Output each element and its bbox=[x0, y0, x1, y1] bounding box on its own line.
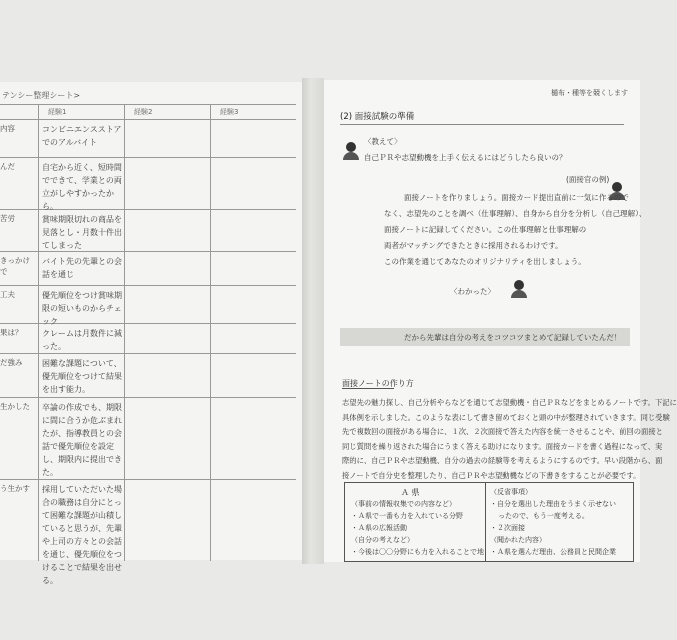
table-row: 工夫 優先順位をつけ賞味期限の短いものからチェック bbox=[0, 285, 296, 324]
competency-table bbox=[0, 104, 296, 585]
header-exp1: 経験1 bbox=[48, 108, 67, 116]
notes-title: 面接ノートの作り方 bbox=[342, 379, 414, 388]
student-avatar-icon bbox=[510, 280, 528, 298]
example-box-a: Ａ 県 （事前の情報収集での内容など） ・Ａ県で一番も力を入れている分野 ・Ａ県の広報活動 （自分の考えなど） ・今後は〇〇分野にも力を入れることで地 bbox=[345, 483, 486, 561]
header-exp3: 経験3 bbox=[220, 108, 239, 116]
notes-paragraph: 志望先の魅力探し、自己分析やらなどを通じて志望動機・自己ＰＲなどをまとめるノートです。下記に 具体例を示しました。このような表にして書き留めておくと頭の中が整理されていきます。同じ受験 先で複数回の面接がある場合に、１次、２次面接で答えた内容を統一させることや、前回の面接と 同じ質問を繰り返された場合にうまく答える助けになります。面接カードを書く過程になって、実 際的に、自己ＰＲや志望動機、自分の過去の経験等を考えるようにするのです。早い段階から、面 接ノートで自分史を整理したり、自己ＰＲや志望動機などの下書きをすることが必要です。 bbox=[342, 398, 677, 480]
notes-rule bbox=[342, 388, 394, 389]
teach-cue: 〈教えて〉 bbox=[364, 137, 402, 146]
note-example-boxes bbox=[344, 482, 634, 562]
conclusion-text: だから先輩は自分の考えをコツコツまとめて記録していたんだ！ bbox=[404, 333, 622, 342]
answer-line: なく、志望先のことを調べ（仕事理解）、自身から自分を分析し（自己理解）、 bbox=[384, 209, 647, 218]
conclusion-box bbox=[340, 328, 630, 346]
section-title: (2) 面接試験の準備 bbox=[340, 112, 415, 122]
header-exp2: 経験2 bbox=[134, 108, 153, 116]
understood-cue: 〈わかった〉 bbox=[450, 287, 495, 296]
answer-line: 面接ノートを作りましょう。面接カード提出直前に一気に作るので bbox=[404, 193, 629, 202]
book-gutter bbox=[302, 78, 324, 564]
table-row: 果は？ クレームは月数件に減った。 bbox=[0, 323, 296, 354]
dialog-area bbox=[340, 132, 647, 352]
box-a-title: Ａ 県 bbox=[401, 488, 420, 497]
table-row: だ強み 困難な課題について、優先順位をつけて結果を出す能力。 bbox=[0, 353, 296, 398]
answer-line: 両者がマッチングできたときに採用されるわけです。 bbox=[384, 241, 563, 250]
table-row: きっかけで バイト先の先輩との会話を通じ bbox=[0, 251, 296, 286]
question-text: 自己ＰＲや志望動機を上手く伝えるにはどうしたら良いの？ bbox=[364, 153, 567, 162]
table-row: う生かす 採用していただいた場合の職務は自分にとって困難な課題が山積していると思うが、先輩や上司の方々との会話を通じ、優先順位をつけることで結果を出せる。 bbox=[0, 484, 122, 585]
answer-line: この作業を通じてあなたのオリジナリティを出しましょう。 bbox=[384, 257, 586, 266]
table-row: んだ 自宅から近く、短時間でできて、学業との両立がしやすかったから。 bbox=[0, 157, 296, 210]
table-row: 生かした 卒論の作成でも、期限に間に合うか危ぶまれたが、指導教員との会話で優先順位を設定し、期限内に提出できた。 bbox=[0, 397, 296, 480]
student-avatar-icon bbox=[342, 142, 360, 160]
table-header bbox=[0, 105, 296, 120]
example-box-b: （反省事項） ・自分を選出した理由をうまく示せない ったので、もう一度考える。 ・２次面接 （聞かれた内容） ・Ａ県を選んだ理由、公務員と民間企業 bbox=[490, 488, 616, 556]
section-rule bbox=[340, 124, 624, 125]
answer-line: 面接ノートに記録してください。この仕事理解と仕事理解の bbox=[384, 225, 587, 234]
table-row: 苦労 賞味期限切れの商品を見落とし・月数十件出てしまった bbox=[0, 209, 296, 252]
right-page bbox=[324, 80, 677, 562]
sheet-title: テンシー整理シート> bbox=[2, 91, 81, 100]
table-row: 内容 コンビニエンスストアでのアルバイト bbox=[0, 119, 296, 158]
running-header: 樋布・種等を競くします bbox=[551, 89, 628, 97]
senior-label: (面接官の例) bbox=[566, 175, 610, 184]
left-page bbox=[0, 82, 303, 585]
